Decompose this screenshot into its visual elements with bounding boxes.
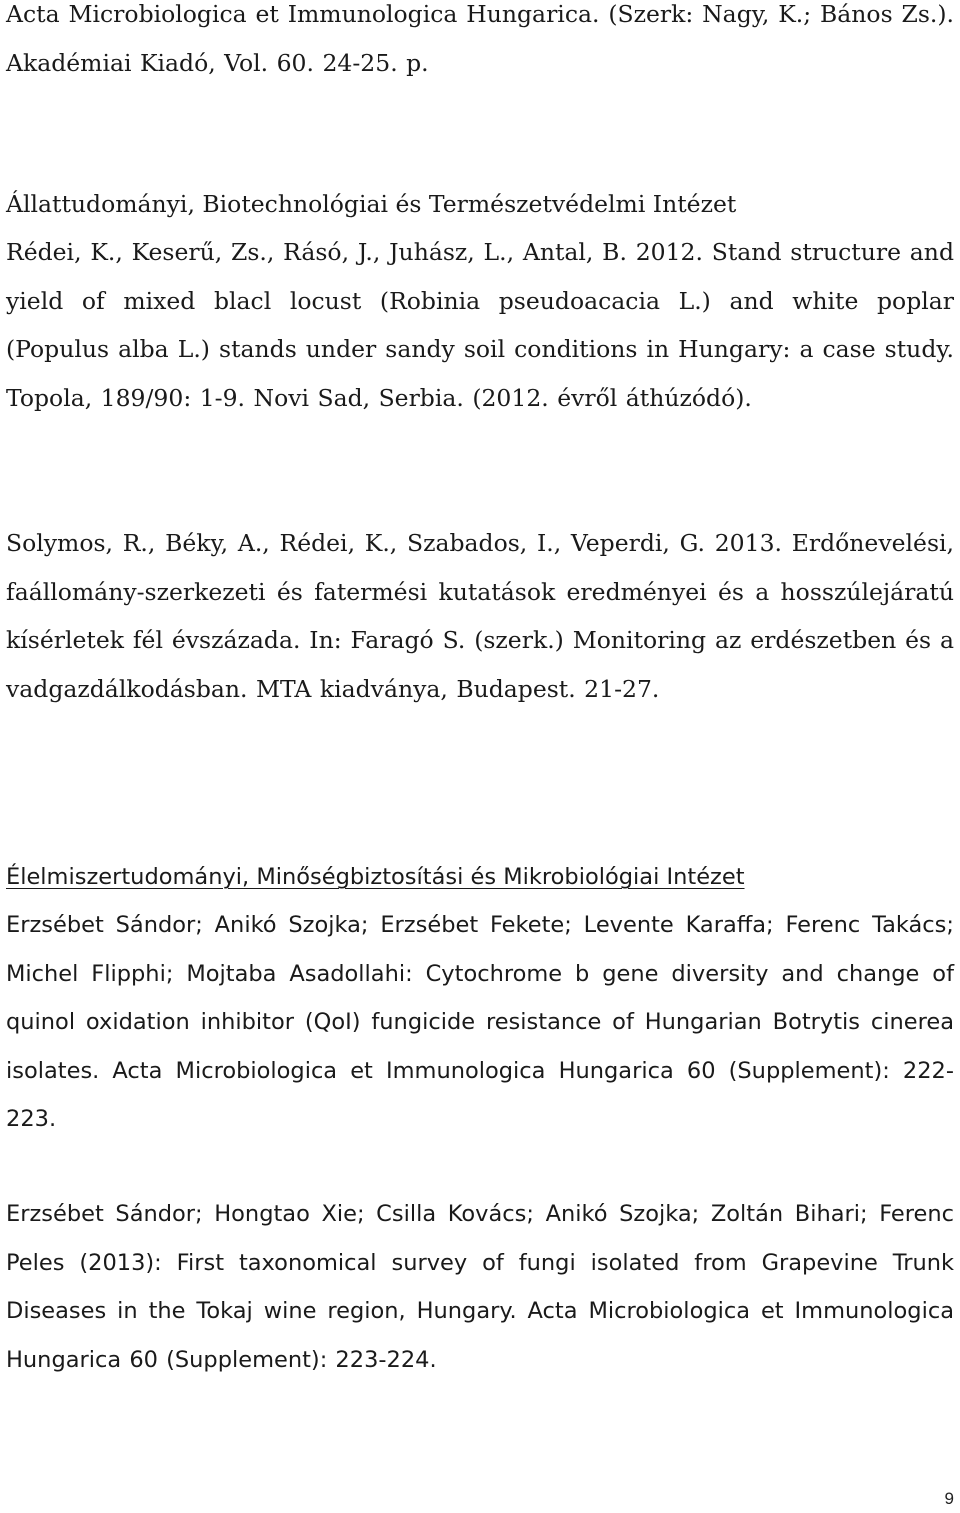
page-number: 9 <box>944 1489 954 1508</box>
reference-redei-2012: Rédei, K., Keserű, Zs., Rásó, J., Juhász, L., Antal, B. 2012. Stand structure and yield of mixed blacl locust (Robinia pseudoacacia L.) and white poplar (Populus alba L.) stands under sandy soil conditions in Hungary: a case study. Topola, 189/90: 1-9. Novi Sad, Serbia. (2012. évről áthúzódó). <box>6 238 954 412</box>
reference-solymos-2013: Solymos, R., Béky, A., Rédei, K., Szabados, I., Veperdi, G. 2013. Erdőnevelési, faállomány-szerkezeti és fatermési kutatások eredményei és a hosszúlejáratú kísérletek fél évszázada. In: Faragó S. (szerk.) Monitoring az erdészetben és a vadgazdálkodásban. MTA kiadványa, Budapest. 21-27. <box>6 529 954 703</box>
reference-sandor-cytochrome: Erzsébet Sándor; Anikó Szojka; Erzsébet Fekete; Levente Karaffa; Ferenc Takács; Michel Flipphi; Mojtaba Asadollahi: Cytochrome b gene diversity and change of quinol oxidation inhibitor (QoI) fungicide resistance of Hungarian Botrytis cinerea isolates. Acta Microbiologica et Immunologica Hungarica 60 (Supplement): 222-223. <box>6 912 954 1132</box>
section-heading-animal-science: Állattudományi, Biotechnológiai és Természetvédelmi Intézet <box>6 190 737 218</box>
section-heading-food-science: Élelmiszertudományi, Minőségbiztosítási és Mikrobiológiai Intézet <box>6 864 745 890</box>
reference-continuation: Acta Microbiologica et Immunologica Hungarica. (Szerk: Nagy, K.; Bános Zs.). Akadémiai Kiadó, Vol. 60. 24-25. p. <box>6 0 954 77</box>
reference-sandor-grapevine: Erzsébet Sándor; Hongtao Xie; Csilla Kovács; Anikó Szojka; Zoltán Bihari; Ferenc Peles (2013): First taxonomical survey of fungi isolated from Grapevine Trunk Diseases in the Tokaj wine region, Hungary. Acta Microbiologica et Immunologica Hungarica 60 (Supplement): 223-224. <box>6 1201 954 1373</box>
